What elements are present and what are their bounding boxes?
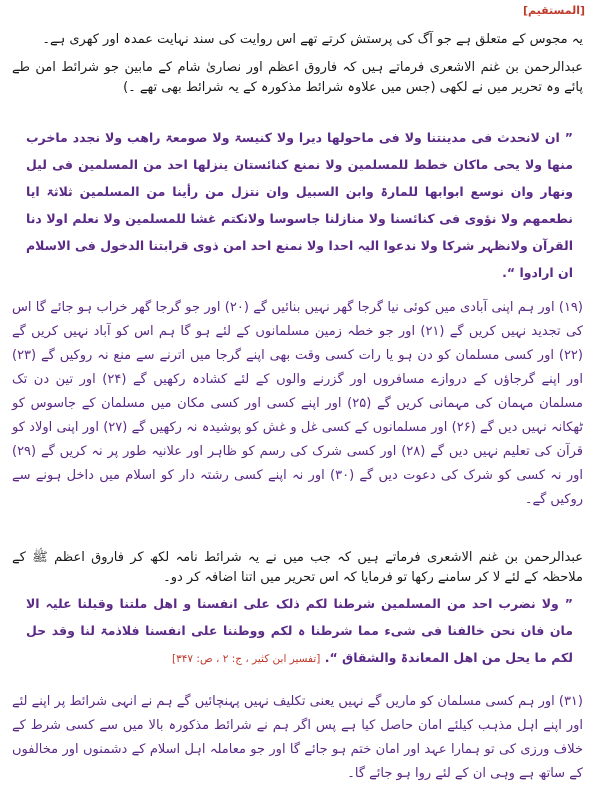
reference-label: [المستقیم] [522, 4, 585, 17]
arabic-quote-1: ” ان لانحدث فی مدینتنا ولا فی ماحولھا دیرا ولا کنیسۃ ولا صومعۃ راھب ولا نجدد ماخرب منھا ولا یحی ماکان خطط للمسلمین ولا نمنع کنائستان ینزلھا احد من المسلمین فی لیل ونھار وان نوسع ابوابھا للمارۃ وابن السبیل وان نتزل من رأینا من المسلمین ثلاثۃ ایا نطعمھم ولا نؤوی فی کنائسنا ولا منازلنا جاسوسا ولانکتم غشا للمسلمین ولا نعلم اولا دنا القرآن ولانظہر شرکا ولا ندعوا الیہ احدا ولا نمنع احد امن ذوی قرابتنا الدخول فی الاسلام ان ارادوا “. [26, 130, 573, 280]
conditions-paragraph: (۱۹) اور ہم اپنی آبادی میں کوئی نیا گرجا گھر نہیں بنائیں گے (۲۰) اور جو گرجا گھر خراب ہو جائے گا اس کی تجدید نہیں کریں گے (۲۱) اور جو خطہ زمین مسلمانوں کے لئے ہو گا ہم اس کو آباد نہیں کریں گے (۲۲) اور کسی مسلمان کو دن ہو یا رات کسی وقت بھی اپنے گرجا میں اترنے سے منع نہ روکیں گے (۲۳) اور اپنے گرجاؤں کے دروازے مسافروں اور گزرنے والوں کے لئے کشادہ رکھیں گے (۲۴) اور تین دن تک مسلمان مہمان کی مہمانی کریں گے (۲۵) اور اپنے کسی اور کسی مکان میں مسلمان کے جاسوس کو ٹھکانہ نہیں دیں گے (۲۶) اور مسلمانوں کے کسی غل و غش کو پوشیدہ نہ رکھیں گے (۲۷) اور اپنی اولاد کو قرآن کی تعلیم نہیں دیں گے (۲۸) اور کسی شرک کی رسم کو ظاہر اور علانیہ طور پر نہ کریں گے (۲۹) اور نہ کسی کو شرک کی دعوت دیں گے (۳۰) اور نہ اپنے کسی رشتہ دار کو اسلام میں داخل ہونے سے روکیں گے۔ [12, 300, 584, 507]
citation: [تفسیر ابن کثیر ، ج: ۲ ، ص: ۳۴۷] [172, 653, 321, 665]
arabic-quote-2 [26, 590, 573, 673]
narration-paragraph: عبدالرحمن بن غنم الاشعری فرماتے ہیں کہ فاروق اعظم اور نصاریٰ شام کے مابین جو شرائط امن طے پائے وہ تحریر میں نے لکھی (جس میں علاوہ شرائط مذکورہ کے یہ شرائط بھی تھے ۔) [12, 60, 583, 95]
intro-paragraph: یہ مجوس کے متعلق ہے جو آگ کی پرستش کرتے تھے اس روایت کی سند نہایت عمدہ اور کھری ہے۔ [42, 32, 583, 47]
final-paragraph: (۳۱) اور ہم کسی مسلمان کو ماریں گے نہیں یعنی تکلیف نہیں پہنچائیں گے ہم نے انہی شرائط پر اپنے لئے اور اپنے اہل مذہب کیلئے امان حاصل کیا ہے پس اگر ہم نے شرائط مذکورہ بالا میں سے کسی شرط کے خلاف ورزی کی تو ہمارا عہد اور امان ختم ہو جائے گا اور جو معاملہ اہل اسلام کے دشمنوں اور مخالفوں کے ساتھ ہے وہی ان کے لئے روا ہو جائے گا۔ [11, 694, 583, 781]
addition-paragraph: عبدالرحمن بن غنم الاشعری فرماتے ہیں کہ جب میں نے یہ شرائط نامہ لکھ کر فاروق اعظم ﷺ کے ملاحظہ کے لئے لا کر سامنے رکھا تو فرمایا کہ اس تحریر میں اتنا اضافہ کر دو۔ [12, 550, 583, 585]
arabic-quote-2-text: ” ولا نضرب احد من المسلمین شرطنا لکم ذلک علی انفسنا و اھل ملتنا وقبلنا علیہ الا مان فان نحن خالفنا فی شیء مما شرطنا ہ لکم ووطننا علی انفسنا فلاذمۃ لنا وقد حل لکم ما یحل من اھل المعاندۃ والشقاق “. [26, 596, 573, 665]
